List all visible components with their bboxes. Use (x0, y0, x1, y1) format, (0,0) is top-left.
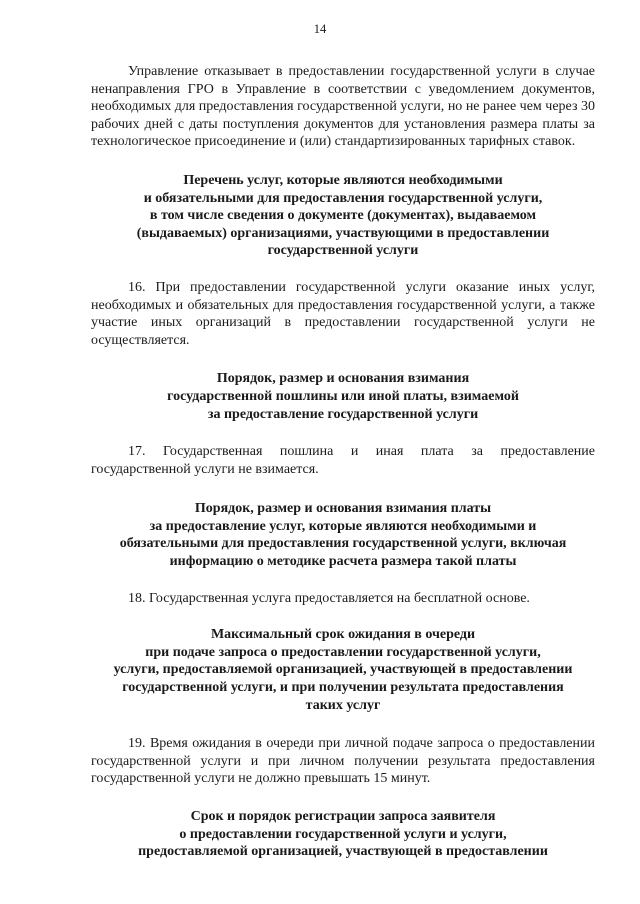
heading-line: услуги, предоставляемой организацией, участвующей в предоставлении (113, 662, 573, 678)
heading-line: предоставляемой организацией, участвующей в предоставлении (138, 844, 548, 860)
paragraph-17: 17. Государственная пошлина и иная плата за предоставление государственной услуги не взимается. (91, 444, 595, 477)
paragraph-16: 16. При предоставлении государственной услуги оказание иных услуг, необходимых и обязательных для предоставления государственной услуги, а также участие иных организаций в предоставлении государственной услуги не осуществляется. (91, 279, 595, 348)
heading-line: за предоставление услуг, которые являются необходимыми и (149, 518, 537, 534)
heading-line: таких услуг (305, 697, 381, 713)
heading-line: Порядок, размер и основания взимания (216, 371, 470, 387)
paragraph-refusal: Управление отказывает в предоставлении государственной услуги в случае ненаправления ГРО в Управление в соответствии с уведомлением документов, необходимых для предоставления государственной услуги, но не ранее чем через 30 рабочих дней с даты поступления документов для установления размера платы за технологическое присоединение и (или) стандартизированных тарифных ставок. (91, 64, 595, 150)
heading-line: Порядок, размер и основания взимания платы (194, 501, 492, 517)
paragraph-18: 18. Государственная услуга предоставляется на бесплатной основе. (128, 590, 530, 606)
heading-line: за предоставление государственной услуги (207, 406, 479, 422)
heading-line: Максимальный срок ожидания в очереди (210, 627, 476, 643)
heading-line: при подаче запроса о предоставлении государственной услуги, (145, 644, 541, 660)
heading-line: Срок и порядок регистрации запроса заявителя (190, 809, 496, 824)
heading-state-fee (91, 370, 595, 423)
heading-line: в том числе сведения о документе (документах), выдаваемом (149, 208, 537, 224)
heading-line: о предоставлении государственной услуги и услуги, (179, 826, 507, 842)
heading-line: Перечень услуг, которые являются необходимыми (183, 172, 503, 188)
heading-line: государственной услуги, и при получении результата предоставления (122, 680, 564, 696)
heading-required-services (91, 172, 595, 260)
heading-line: информацию о методике расчета размера такой платы (169, 554, 517, 570)
heading-queue-time (91, 626, 595, 714)
heading-payment-procedure (91, 500, 595, 570)
page-number: 14 (313, 22, 327, 36)
heading-line: государственной услуги (267, 243, 419, 259)
heading-line: государственной пошлины или иной платы, взимаемой (167, 388, 519, 404)
heading-line: (выдаваемых) организациями, участвующими в предоставлении (136, 225, 550, 241)
heading-line: обязательными для предоставления государственной услуги, включая (119, 536, 567, 552)
page-content (91, 63, 595, 861)
paragraph-19: 19. Время ожидания в очереди при личной подаче запроса о предоставлении государственной услуги и при личном получении результата предоставления государственной услуги не должно превышать 15 минут. (91, 736, 595, 787)
heading-registration (91, 808, 595, 861)
heading-line: и обязательными для предоставления государственной услуги, (143, 190, 543, 206)
